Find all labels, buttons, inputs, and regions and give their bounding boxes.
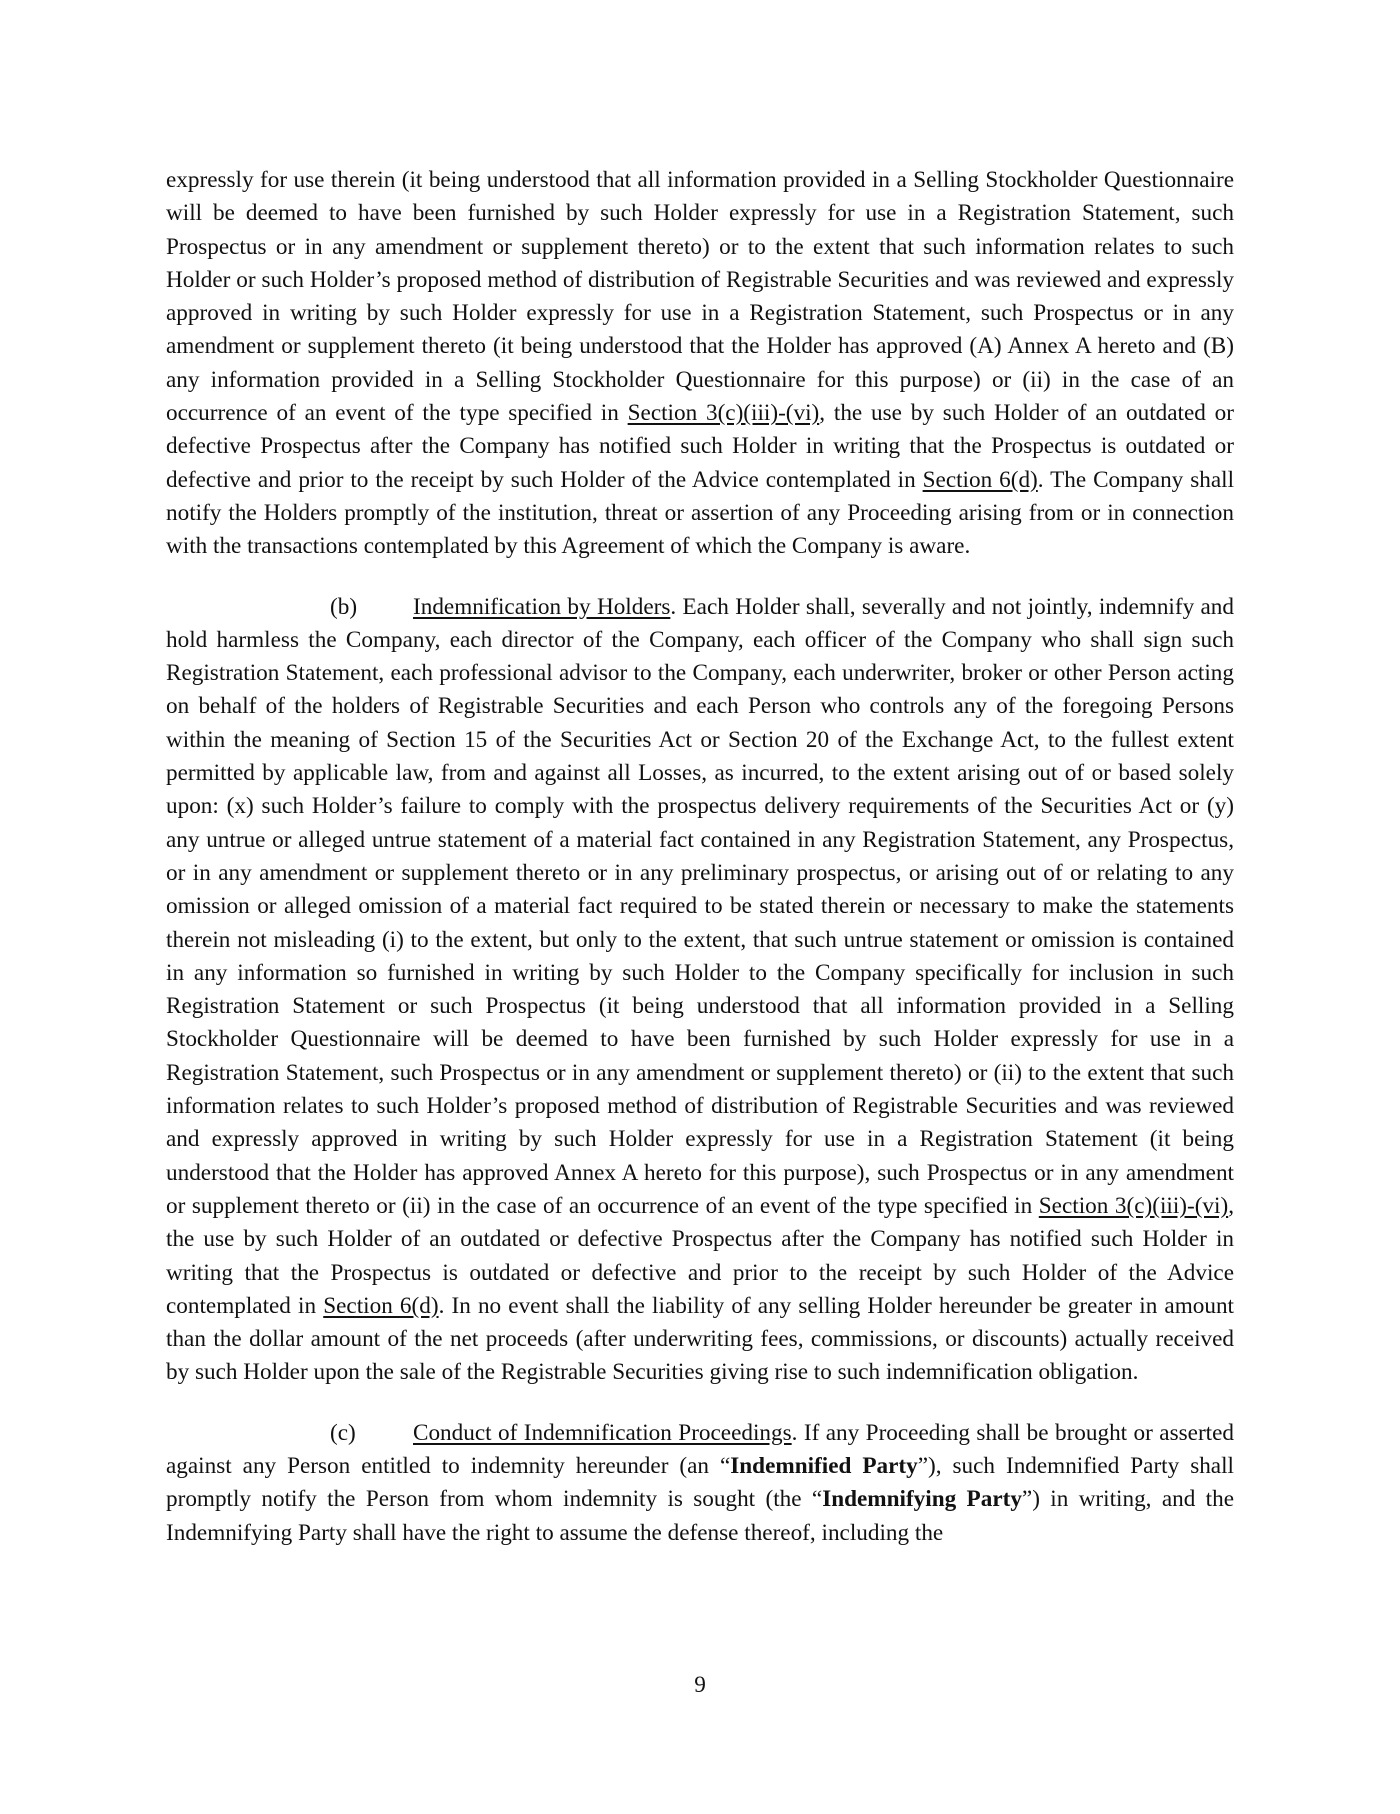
defined-term-indemnifying-party: Indemnifying Party	[822, 1486, 1022, 1513]
paragraph-c-heading: Conduct of Indemnification Proceedings	[413, 1419, 792, 1446]
paragraph-c-text-2: ”), such Indemnified Party shall promptly notify the Person from whom indemnity is sought (the “	[166, 1452, 1234, 1513]
paragraph-c-number: (c)	[330, 1419, 356, 1446]
paragraph-b-text-3: . In no event shall the liability of any selling Holder hereunder be greater in amount than the dollar amount of the net proceeds (after underwriting fees, commissions, or discounts) actually received by such Holder upon the sale of the Registrable Securities giving rise to such indemnification obligation.	[166, 1292, 1234, 1386]
section-reference-3c: Section 3(c)(iii)-(vi)	[627, 400, 820, 427]
paragraph-b-heading: Indemnification by Holders	[413, 593, 671, 620]
paragraph-b	[166, 591, 1234, 1390]
section-reference-3c: Section 3(c)(iii)-(vi)	[1038, 1192, 1229, 1219]
document-page	[166, 164, 1234, 1577]
paragraph-a-text-3: . The Company shall notify the Holders promptly of the institution, threat or assertion of any Proceeding arising from or in connection with the transactions contemplated by this Agreement of which the Company is aware.	[166, 466, 1235, 560]
section-reference-6d: Section 6(d)	[922, 466, 1038, 493]
paragraph-b-number: (b)	[330, 593, 358, 620]
paragraph-c	[166, 1417, 1234, 1550]
paragraph-a-continued	[166, 164, 1234, 564]
paragraph-b-text-2: , the use by such Holder of an outdated or defective Prospectus after the Company has notified such Holder in writing that the Prospectus is outdated or defective and prior to the receipt by such Holder of the Advice contemplated in	[166, 1192, 1234, 1319]
section-reference-6d: Section 6(d)	[323, 1292, 439, 1319]
paragraph-a-text-2: , the use by such Holder of an outdated or defective Prospectus after the Company has notified such Holder in writing that the Prospectus is outdated or defective and prior to the receipt by such Holder of the Advice contemplated in	[166, 400, 1234, 493]
paragraph-c-text-3: ”) in writing, and the Indemnifying Party shall have the right to assume the defense thereof, including the	[166, 1486, 1234, 1546]
paragraph-a-text-1: expressly for use therein (it being understood that all information provided in a Selling Stockholder Questionnaire will be deemed to have been furnished by such Holder expressly for use in a Registration Statement, such Prospectus or in any amendment or supplement thereto) or to the extent that such information relates to such Holder or such Holder’s proposed method of distribution of Registrable Securities and was reviewed and expressly approved in writing by such Holder expressly for use in a Registration Statement, such Prospectus or in any amendment or supplement thereto (it being understood that the Holder has approved (A) Annex A hereto and (B) any information provided in a Selling Stockholder Questionnaire for this purpose) or (ii) in the case of an occurrence of an event of the type specified in	[166, 167, 1234, 427]
paragraph-c-text-1: . If any Proceeding shall be brought or asserted against any Person entitled to indemnity hereunder (an “	[166, 1419, 1234, 1479]
page-number: 9	[694, 1672, 706, 1698]
paragraph-b-text-1: . Each Holder shall, severally and not jointly, indemnify and hold harmless the Company, each director of the Company, each officer of the Company who shall sign such Registration Statement, each professional advisor to the Company, each underwriter, broker or other Person acting on behalf of the holders of Registrable Securities and each Person who controls any of the foregoing Persons within the meaning of Section 15 of the Securities Act or Section 20 of the Exchange Act, to the fullest extent permitted by applicable law, from and against all Losses, as incurred, to the extent arising out of or based solely upon: (x) such Holder’s failure to comply with the prospectus delivery requirements of the Securities Act or (y) any untrue or alleged untrue statement of a material fact contained in any Registration Statement, any Prospectus, or in any amendment or supplement thereto or in any preliminary prospectus, or arising out of or relating to any omission or alleged omission of a material fact required to be stated therein or necessary to make the statements therein not misleading (i) to the extent, but only to the extent, that such untrue statement or omission is contained in any information so furnished in writing by such Holder to the Company specifically for inclusion in such Registration Statement or such Prospectus (it being understood that all information provided in a Selling Stockholder Questionnaire will be deemed to have been furnished by such Holder expressly for use in a Registration Statement, such Prospectus or in any amendment or supplement thereto) or (ii) to the extent that such information relates to such Holder’s proposed method of distribution of Registrable Securities and was reviewed and expressly approved in writing by such Holder expressly for use in a Registration Statement (it being understood that the Holder has approved Annex A hereto for this purpose), such Prospectus or in any amendment or supplement thereto or (ii) in the case of an occurrence of an event of the type specified in	[166, 593, 1234, 1219]
defined-term-indemnified-party: Indemnified Party	[730, 1452, 918, 1479]
